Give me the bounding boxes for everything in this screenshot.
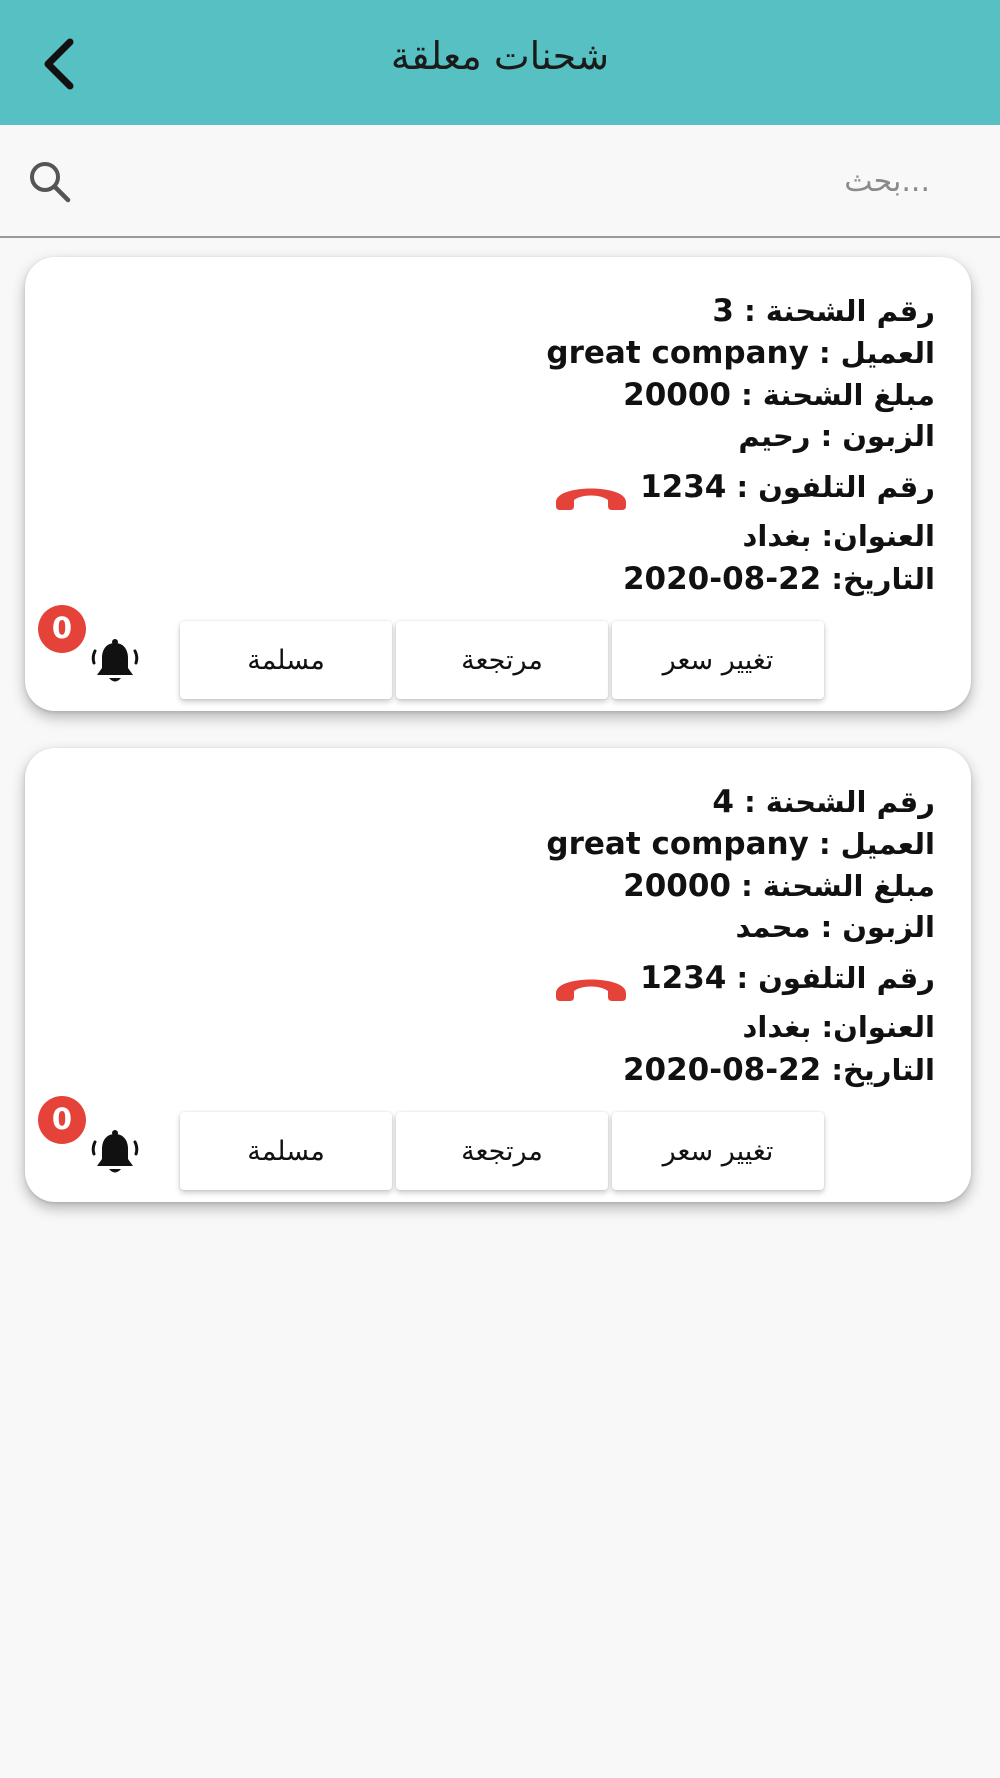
shipment-number-row bbox=[712, 784, 935, 820]
phone-value: 1234 bbox=[640, 960, 727, 996]
shipment-card bbox=[25, 748, 971, 1202]
address-value: بغداد bbox=[742, 519, 812, 553]
date-row bbox=[623, 561, 935, 597]
phone-label: رقم التلفون : bbox=[736, 470, 935, 504]
notification-count-badge: 0 bbox=[38, 605, 86, 653]
delivered-button[interactable]: مسلمة bbox=[180, 1112, 392, 1190]
client-label: العميل : bbox=[818, 336, 935, 370]
client-row bbox=[546, 826, 935, 862]
customer-label: الزبون : bbox=[820, 910, 935, 944]
client-value: great company bbox=[546, 826, 809, 862]
date-row bbox=[623, 1052, 935, 1088]
phone-label: رقم التلفون : bbox=[736, 961, 935, 995]
client-value: great company bbox=[546, 335, 809, 371]
phone-value: 1234 bbox=[640, 469, 727, 505]
phone-icon[interactable] bbox=[550, 472, 632, 518]
change-price-button[interactable]: تغيير سعر bbox=[612, 1112, 824, 1190]
shipment-number-label: رقم الشحنة : bbox=[744, 785, 935, 819]
bell-ring-icon[interactable] bbox=[87, 635, 143, 691]
search-input[interactable] bbox=[100, 150, 940, 212]
amount-value: 20000 bbox=[623, 868, 731, 904]
date-label: التاريخ: bbox=[831, 562, 935, 596]
address-label: العنوان: bbox=[821, 1010, 935, 1044]
shipment-number: 3 bbox=[712, 293, 734, 329]
phone-row bbox=[640, 960, 935, 996]
address-row bbox=[743, 1010, 935, 1044]
returned-button[interactable]: مرتجعة bbox=[396, 1112, 608, 1190]
notification-count-badge: 0 bbox=[38, 1096, 86, 1144]
client-row bbox=[546, 335, 935, 371]
customer-label: الزبون : bbox=[820, 419, 935, 453]
amount-row bbox=[623, 868, 935, 904]
shipment-number: 4 bbox=[712, 784, 734, 820]
amount-value: 20000 bbox=[623, 377, 731, 413]
client-label: العميل : bbox=[818, 827, 935, 861]
shipment-number-row bbox=[712, 293, 935, 329]
date-value: 22-08-2020 bbox=[622, 1052, 822, 1088]
date-value: 22-08-2020 bbox=[622, 561, 822, 597]
amount-label: مبلغ الشحنة : bbox=[741, 378, 935, 412]
app-bar bbox=[0, 0, 1000, 125]
customer-row bbox=[735, 910, 935, 944]
page-title: شحنات معلقة bbox=[390, 34, 610, 78]
delivered-button[interactable]: مسلمة bbox=[180, 621, 392, 699]
date-label: التاريخ: bbox=[831, 1053, 935, 1087]
shipment-number-label: رقم الشحنة : bbox=[744, 294, 935, 328]
customer-value: محمد bbox=[735, 910, 811, 944]
amount-label: مبلغ الشحنة : bbox=[741, 869, 935, 903]
address-value: بغداد bbox=[742, 1010, 812, 1044]
address-label: العنوان: bbox=[821, 519, 935, 553]
address-row bbox=[743, 519, 935, 553]
search-icon[interactable] bbox=[26, 158, 74, 206]
returned-button[interactable]: مرتجعة bbox=[396, 621, 608, 699]
shipment-card bbox=[25, 257, 971, 711]
change-price-button[interactable]: تغيير سعر bbox=[612, 621, 824, 699]
amount-row bbox=[623, 377, 935, 413]
phone-icon[interactable] bbox=[550, 963, 632, 1009]
bell-ring-icon[interactable] bbox=[87, 1126, 143, 1182]
phone-row bbox=[640, 469, 935, 505]
customer-row bbox=[738, 419, 935, 453]
customer-value: رحيم bbox=[738, 419, 811, 453]
